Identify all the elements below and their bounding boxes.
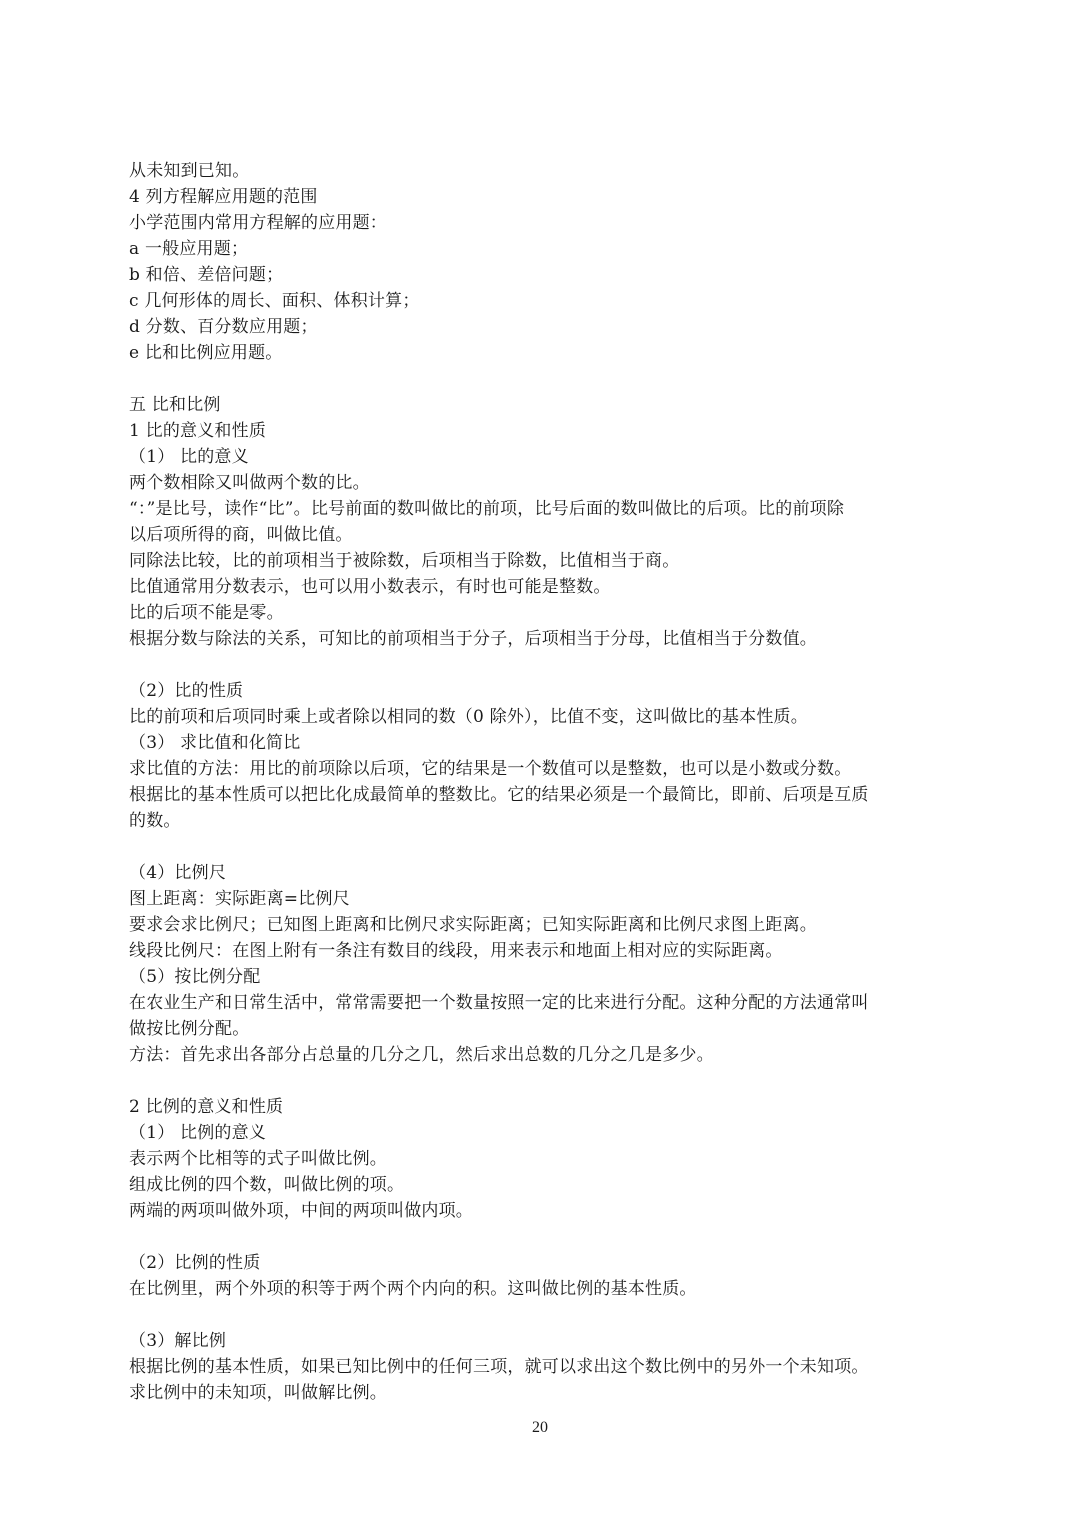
text-line: 同除法比较，比的前项相当于被除数，后项相当于除数，比值相当于商。: [129, 551, 680, 571]
text-line: 小学范围内常用方程解的应用题：: [129, 213, 387, 233]
text-line: 五 比和比例: [129, 395, 221, 415]
text-line: （4）比例尺: [129, 863, 227, 883]
text-line: 从未知到已知。: [129, 161, 250, 181]
text-line: 两个数相除又叫做两个数的比。: [129, 473, 370, 493]
text-line: “：”是比号，读作“比”。比号前面的数叫做比的前项，比号后面的数叫做比的后项。比的前项除: [129, 499, 845, 519]
text-line: 4 列方程解应用题的范围: [129, 187, 318, 207]
text-line: 2 比例的意义和性质: [129, 1097, 284, 1117]
text-line: 做按比例分配。: [129, 1019, 250, 1039]
text-line: 比的后项不能是零。: [129, 603, 284, 623]
text-line: 图上距离：实际距离=比例尺: [129, 889, 350, 909]
text-line: d 分数、百分数应用题；: [129, 317, 318, 337]
text-line: （1） 比例的意义: [129, 1123, 267, 1143]
text-line: 求比例中的未知项，叫做解比例。: [129, 1383, 387, 1403]
text-line: 以后项所得的商，叫做比值。: [129, 525, 353, 545]
text-line: 方法：首先求出各部分占总量的几分之几，然后求出总数的几分之几是多少。: [129, 1045, 714, 1065]
text-line: 求比值的方法：用比的前项除以后项，它的结果是一个数值可以是整数，也可以是小数或分数。: [129, 759, 852, 779]
text-line: 比值通常用分数表示，也可以用小数表示，有时也可能是整数。: [129, 577, 611, 597]
text-line: 比的前项和后项同时乘上或者除以相同的数（0 除外），比值不变，这叫做比的基本性质。: [129, 707, 808, 727]
text-line: c 几何形体的周长、面积、体积计算；: [129, 291, 420, 311]
text-line: 1 比的意义和性质: [129, 421, 267, 441]
text-line: e 比和比例应用题。: [129, 343, 283, 363]
text-line: （1） 比的意义: [129, 447, 249, 467]
text-line: （2）比例的性质: [129, 1253, 261, 1273]
page-number: 20: [532, 1419, 548, 1436]
text-line: （2）比的性质: [129, 681, 244, 701]
text-line: 组成比例的四个数，叫做比例的项。: [129, 1175, 405, 1195]
text-line: a 一般应用题；: [129, 239, 249, 259]
text-line: 根据比的基本性质可以把比化成最简单的整数比。它的结果必须是一个最简比，即前、后项是互质: [129, 785, 869, 805]
text-line: 在农业生产和日常生活中，常常需要把一个数量按照一定的比来进行分配。这种分配的方法通常叫: [129, 993, 869, 1013]
text-line: 表示两个比相等的式子叫做比例。: [129, 1149, 387, 1169]
text-line: b 和倍、差倍问题；: [129, 265, 284, 285]
text-line: （3） 求比值和化简比: [129, 733, 301, 753]
text-line: 两端的两项叫做外项，中间的两项叫做内项。: [129, 1201, 473, 1221]
text-line: 根据比例的基本性质，如果已知比例中的任何三项，就可以求出这个数比例中的另外一个未知项。: [129, 1357, 869, 1377]
text-line: 要求会求比例尺；已知图上距离和比例尺求实际距离；已知实际距离和比例尺求图上距离。: [129, 915, 817, 935]
text-line: （3）解比例: [129, 1331, 227, 1351]
text-line: 在比例里，两个外项的积等于两个两个内向的积。这叫做比例的基本性质。: [129, 1279, 697, 1299]
text-line: （5）按比例分配: [129, 967, 261, 987]
text-line: 的数。: [129, 811, 181, 831]
text-line: 根据分数与除法的关系，可知比的前项相当于分子，后项相当于分母，比值相当于分数值。: [129, 629, 817, 649]
text-line: 线段比例尺：在图上附有一条注有数目的线段，用来表示和地面上相对应的实际距离。: [129, 941, 783, 961]
